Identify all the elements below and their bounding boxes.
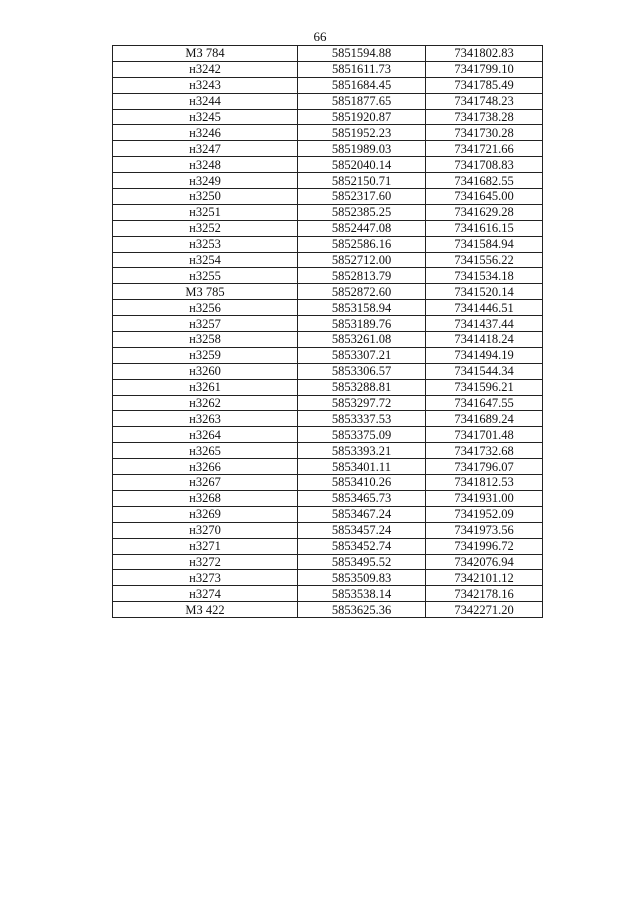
x-coordinate-cell: 5852317.60: [298, 189, 426, 205]
table-row: [113, 570, 543, 586]
point-id-cell: н3268: [113, 490, 298, 506]
x-coordinate-cell: 5851594.88: [298, 46, 426, 62]
table-row: [113, 363, 543, 379]
y-coordinate-cell: 7341629.28: [426, 204, 543, 220]
y-coordinate-cell: 7341802.83: [426, 46, 543, 62]
point-id-cell: н3248: [113, 157, 298, 173]
y-coordinate-cell: 7341952.09: [426, 506, 543, 522]
point-id-cell: н3264: [113, 427, 298, 443]
y-coordinate-cell: 7341616.15: [426, 220, 543, 236]
point-id-cell: н3260: [113, 363, 298, 379]
x-coordinate-cell: 5852150.71: [298, 173, 426, 189]
point-id-cell: н3274: [113, 586, 298, 602]
y-coordinate-cell: 7341931.00: [426, 490, 543, 506]
x-coordinate-cell: 5852872.60: [298, 284, 426, 300]
point-id-cell: н3261: [113, 379, 298, 395]
point-id-cell: н3249: [113, 173, 298, 189]
table-row: [113, 554, 543, 570]
y-coordinate-cell: 7341738.28: [426, 109, 543, 125]
table-row: [113, 395, 543, 411]
table-row: [113, 220, 543, 236]
y-coordinate-cell: 7341520.14: [426, 284, 543, 300]
x-coordinate-cell: 5851611.73: [298, 61, 426, 77]
y-coordinate-cell: 7341708.83: [426, 157, 543, 173]
table-row: [113, 173, 543, 189]
y-coordinate-cell: 7341701.48: [426, 427, 543, 443]
table-row: [113, 379, 543, 395]
point-id-cell: н3265: [113, 443, 298, 459]
y-coordinate-cell: 7341647.55: [426, 395, 543, 411]
y-coordinate-cell: 7341799.10: [426, 61, 543, 77]
y-coordinate-cell: 7341556.22: [426, 252, 543, 268]
point-id-cell: н3247: [113, 141, 298, 157]
point-id-cell: н3266: [113, 459, 298, 475]
y-coordinate-cell: 7341785.49: [426, 77, 543, 93]
y-coordinate-cell: 7341796.07: [426, 459, 543, 475]
y-coordinate-cell: 7341544.34: [426, 363, 543, 379]
x-coordinate-cell: 5852040.14: [298, 157, 426, 173]
x-coordinate-cell: 5851920.87: [298, 109, 426, 125]
point-id-cell: МЗ 422: [113, 602, 298, 618]
x-coordinate-cell: 5853189.76: [298, 316, 426, 332]
y-coordinate-cell: 7341645.00: [426, 189, 543, 205]
x-coordinate-cell: 5853288.81: [298, 379, 426, 395]
table-row: [113, 268, 543, 284]
point-id-cell: н3243: [113, 77, 298, 93]
table-row: [113, 332, 543, 348]
y-coordinate-cell: 7341689.24: [426, 411, 543, 427]
point-id-cell: н3267: [113, 475, 298, 491]
point-id-cell: н3253: [113, 236, 298, 252]
x-coordinate-cell: 5853158.94: [298, 300, 426, 316]
point-id-cell: н3256: [113, 300, 298, 316]
x-coordinate-cell: 5853306.57: [298, 363, 426, 379]
point-id-cell: н3262: [113, 395, 298, 411]
y-coordinate-cell: 7341973.56: [426, 522, 543, 538]
y-coordinate-cell: 7341682.55: [426, 173, 543, 189]
table-row: [113, 602, 543, 618]
table-row: [113, 490, 543, 506]
table-row: [113, 475, 543, 491]
point-id-cell: н3263: [113, 411, 298, 427]
point-id-cell: н3272: [113, 554, 298, 570]
point-id-cell: н3269: [113, 506, 298, 522]
coordinates-table-body: [113, 46, 543, 618]
point-id-cell: н3259: [113, 347, 298, 363]
table-row: [113, 109, 543, 125]
x-coordinate-cell: 5853457.24: [298, 522, 426, 538]
point-id-cell: н3273: [113, 570, 298, 586]
x-coordinate-cell: 5853337.53: [298, 411, 426, 427]
x-coordinate-cell: 5853401.11: [298, 459, 426, 475]
table-row: [113, 316, 543, 332]
table-row: [113, 204, 543, 220]
table-row: [113, 189, 543, 205]
coordinates-table: [112, 45, 543, 618]
x-coordinate-cell: 5853467.24: [298, 506, 426, 522]
y-coordinate-cell: 7341748.23: [426, 93, 543, 109]
table-row: [113, 284, 543, 300]
x-coordinate-cell: 5852586.16: [298, 236, 426, 252]
x-coordinate-cell: 5853465.73: [298, 490, 426, 506]
x-coordinate-cell: 5853410.26: [298, 475, 426, 491]
table-row: [113, 347, 543, 363]
y-coordinate-cell: 7342178.16: [426, 586, 543, 602]
y-coordinate-cell: 7342271.20: [426, 602, 543, 618]
table-row: [113, 506, 543, 522]
page-number: 66: [313, 29, 327, 44]
x-coordinate-cell: 5853393.21: [298, 443, 426, 459]
y-coordinate-cell: 7341721.66: [426, 141, 543, 157]
x-coordinate-cell: 5852813.79: [298, 268, 426, 284]
table-row: [113, 427, 543, 443]
table-row: [113, 459, 543, 475]
table-row: [113, 443, 543, 459]
x-coordinate-cell: 5851684.45: [298, 77, 426, 93]
point-id-cell: н3257: [113, 316, 298, 332]
y-coordinate-cell: 7341812.53: [426, 475, 543, 491]
y-coordinate-cell: 7342101.12: [426, 570, 543, 586]
table-row: [113, 46, 543, 62]
x-coordinate-cell: 5851989.03: [298, 141, 426, 157]
x-coordinate-cell: 5851877.65: [298, 93, 426, 109]
table-row: [113, 586, 543, 602]
point-id-cell: н3255: [113, 268, 298, 284]
table-row: [113, 236, 543, 252]
table-row: [113, 141, 543, 157]
point-id-cell: н3258: [113, 332, 298, 348]
point-id-cell: МЗ 784: [113, 46, 298, 62]
point-id-cell: н3242: [113, 61, 298, 77]
y-coordinate-cell: 7342076.94: [426, 554, 543, 570]
x-coordinate-cell: 5853307.21: [298, 347, 426, 363]
x-coordinate-cell: 5853509.83: [298, 570, 426, 586]
table-row: [113, 252, 543, 268]
point-id-cell: н3250: [113, 189, 298, 205]
y-coordinate-cell: 7341437.44: [426, 316, 543, 332]
table-row: [113, 522, 543, 538]
x-coordinate-cell: 5853452.74: [298, 538, 426, 554]
table-row: [113, 77, 543, 93]
table-row: [113, 61, 543, 77]
y-coordinate-cell: 7341732.68: [426, 443, 543, 459]
x-coordinate-cell: 5852447.08: [298, 220, 426, 236]
point-id-cell: н3245: [113, 109, 298, 125]
y-coordinate-cell: 7341534.18: [426, 268, 543, 284]
x-coordinate-cell: 5852385.25: [298, 204, 426, 220]
table-row: [113, 93, 543, 109]
y-coordinate-cell: 7341418.24: [426, 332, 543, 348]
x-coordinate-cell: 5852712.00: [298, 252, 426, 268]
table-row: [113, 300, 543, 316]
table-row: [113, 411, 543, 427]
y-coordinate-cell: 7341596.21: [426, 379, 543, 395]
point-id-cell: н3244: [113, 93, 298, 109]
y-coordinate-cell: 7341584.94: [426, 236, 543, 252]
table-row: [113, 538, 543, 554]
point-id-cell: н3246: [113, 125, 298, 141]
y-coordinate-cell: 7341494.19: [426, 347, 543, 363]
table-row: [113, 125, 543, 141]
y-coordinate-cell: 7341446.51: [426, 300, 543, 316]
x-coordinate-cell: 5851952.23: [298, 125, 426, 141]
x-coordinate-cell: 5853495.52: [298, 554, 426, 570]
point-id-cell: н3254: [113, 252, 298, 268]
x-coordinate-cell: 5853375.09: [298, 427, 426, 443]
point-id-cell: н3271: [113, 538, 298, 554]
point-id-cell: н3270: [113, 522, 298, 538]
x-coordinate-cell: 5853625.36: [298, 602, 426, 618]
y-coordinate-cell: 7341730.28: [426, 125, 543, 141]
table-row: [113, 157, 543, 173]
x-coordinate-cell: 5853297.72: [298, 395, 426, 411]
point-id-cell: МЗ 785: [113, 284, 298, 300]
point-id-cell: н3251: [113, 204, 298, 220]
y-coordinate-cell: 7341996.72: [426, 538, 543, 554]
point-id-cell: н3252: [113, 220, 298, 236]
x-coordinate-cell: 5853261.08: [298, 332, 426, 348]
x-coordinate-cell: 5853538.14: [298, 586, 426, 602]
